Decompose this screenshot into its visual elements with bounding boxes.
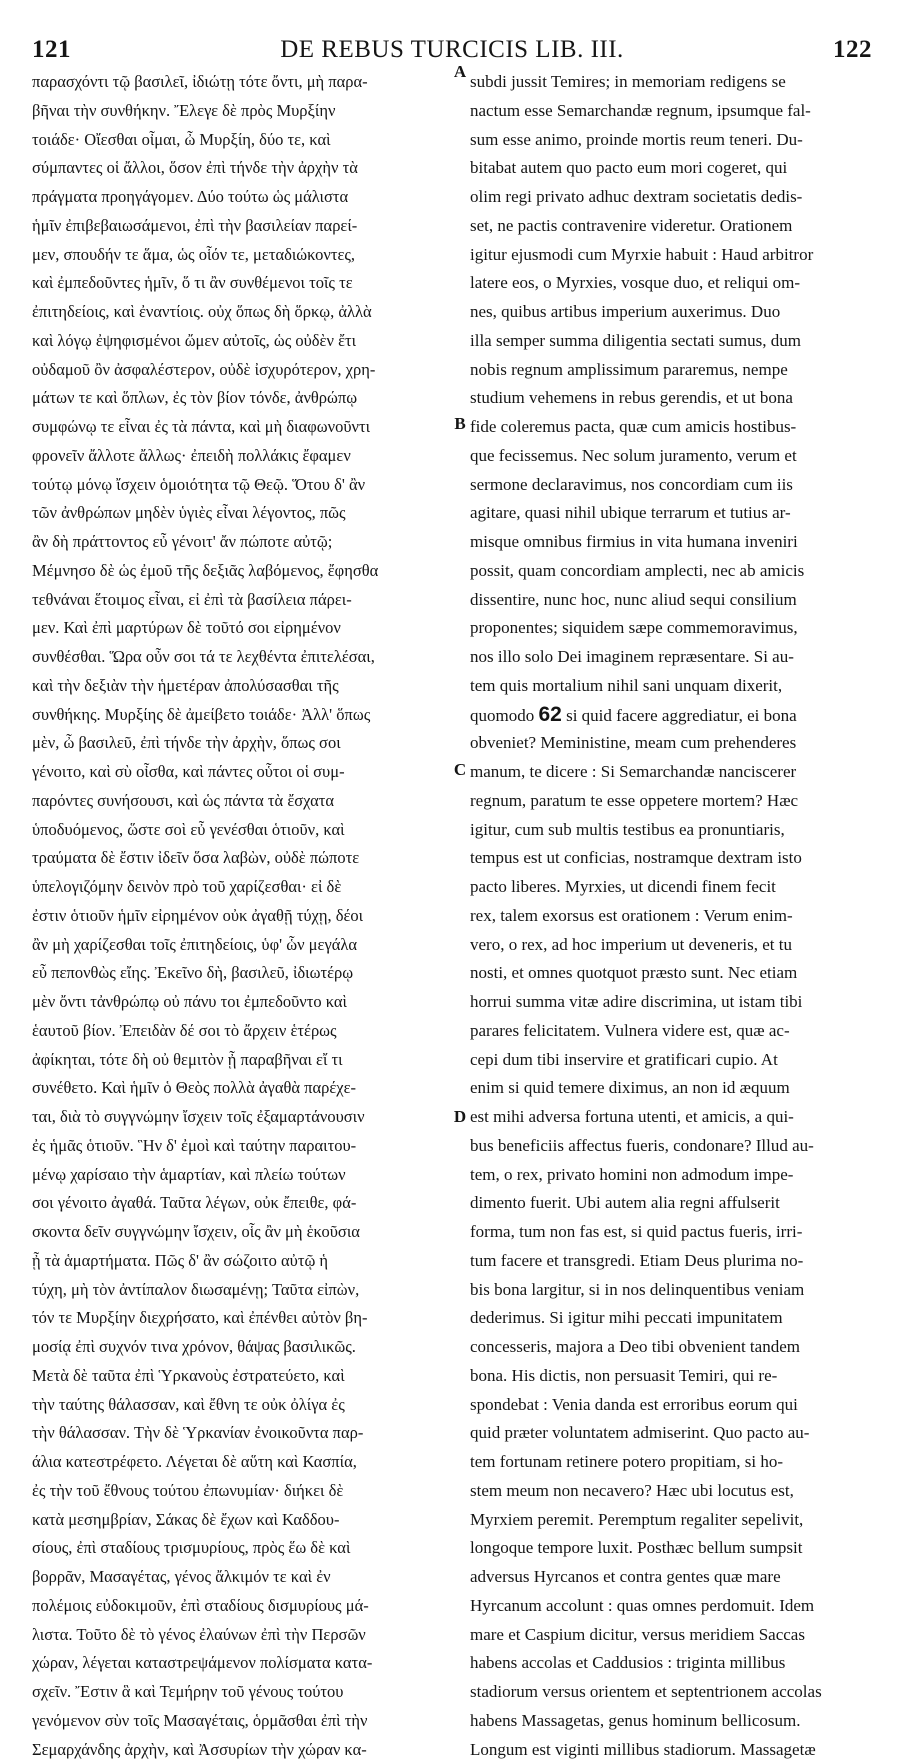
greek-line: οὐδαμοῦ ὂν ἀσφαλέστερον, οὐδὲ ἰσχυρότερον, χρη- <box>32 356 450 385</box>
latin-line: nosti, et omnes quotquot præsto sunt. Nec etiam <box>470 959 875 988</box>
latin-line: que fecissemus. Nec solum juramento, verum et <box>470 442 875 471</box>
greek-line: παρασχόντι τῷ βασιλεῖ, ἰδιώτῃ τότε ὄντι, μὴ παρα- <box>32 68 450 97</box>
latin-line: bitabat autem quo pacto eum mori cogeret, qui <box>470 154 875 183</box>
greek-line: τῶν ἀνθρώπων μηδὲν ὑγιὲς εἶναι λέγοντος, πῶς <box>32 499 450 528</box>
greek-line: καὶ τὴν δεξιὰν τὴν ἡμετέραν ἀπολύσασθαι τῆς <box>32 672 450 701</box>
latin-line: tum facere et transgredi. Etiam Deus plurima no- <box>470 1247 875 1276</box>
greek-line: τοιάδε· Οἴεσθαι οἶμαι, ὦ Μυρξίη, δύο τε, καὶ <box>32 126 450 155</box>
latin-line: habens Massagetas, genus hominum bellicosum. <box>470 1707 875 1736</box>
latin-line: fide coleremus pacta, quæ cum amicis hostibus- <box>470 413 875 442</box>
greek-line: βορρᾶν, Μασαγέτας, γένος ἄλκιμόν τε καὶ ἐν <box>32 1563 450 1592</box>
greek-line: σκοντα δεῖν συγγνώμην ἴσχειν, οἷς ἂν μὴ ἑκοῦσια <box>32 1218 450 1247</box>
greek-line: Μέμνησο δὲ ὡς ἐμοῦ τῆς δεξιᾶς λαβόμενος, ἔφησθα <box>32 557 450 586</box>
greek-line: εὖ πεπονθὼς εἴης. Ἐκεῖνο δὴ, βασιλεῦ, ἰδιωτέρῳ <box>32 959 450 988</box>
greek-line: ὑποδυόμενος, ὥστε σοὶ εὖ γενέσθαι ὁτιοῦν, καὶ <box>32 816 450 845</box>
latin-line: habens accolas et Caddusios : triginta millibus <box>470 1649 875 1678</box>
latin-line: tem quis mortalium nihil sani unquam dixerit, <box>470 672 875 701</box>
greek-line: ἐπιτηδείοις, καὶ ἐναντίοις. οὐχ ὅπως δὴ ὅρκῳ, ἀλλὰ <box>32 298 450 327</box>
greek-line: σύμπαντες οἱ ἄλλοι, ὅσον ἐπὶ τήνδε τὴν ἀρχὴν τὰ <box>32 154 450 183</box>
latin-line: misque omnibus firmius in vita humana inveniri <box>470 528 875 557</box>
latin-line: tem, o rex, privato homini non admodum impe- <box>470 1161 875 1190</box>
greek-line: συνθέσθαι. Ὥρα οὖν σοι τά τε λεχθέντα ἐπιτελέσαι, <box>32 643 450 672</box>
greek-line: μεν, σπουδήν τε ἅμα, ὡς οἷόν τε, μεταδιώκοντες, <box>32 241 450 270</box>
greek-line: ὑπελογιζόμην δεινὸν πρὸ τοῦ χαρίζεσθαι· εἰ δὲ <box>32 873 450 902</box>
latin-line: nobis regnum amplissimum pararemus, nempe <box>470 356 875 385</box>
latin-line: subdi jussit Temires; in memoriam redigens se <box>470 68 875 97</box>
latin-line: illa semper summa diligentia sectati sumus, dum <box>470 327 875 356</box>
latin-line: parares felicitatem. Vulnera videre est, quæ ac- <box>470 1017 875 1046</box>
greek-line: ἂν δὴ πράττοντος εὖ γένοιτ' ἄν πώποτε αὐτῷ; <box>32 528 450 557</box>
latin-line: tempus est ut conficias, nostramque dextram isto <box>470 844 875 873</box>
greek-line: ἡμῖν ἐπιβεβαιωσάμενοι, ἐπὶ τὴν βασιλείαν παρεί- <box>32 212 450 241</box>
greek-line: πράγματα προηγάγομεν. Δύο τούτω ὡς μάλιστα <box>32 183 450 212</box>
latin-line: olim regi privato adhuc dextram societatis dedis- <box>470 183 875 212</box>
latin-line: nactum esse Semarchandæ regnum, ipsumque fal- <box>470 97 875 126</box>
running-title: DE REBUS TURCICIS LIB. III. <box>32 36 872 64</box>
latin-line: Longum est viginti millibus stadiorum. Massagetæ <box>470 1736 875 1764</box>
latin-line: manum, te dicere : Si Semarchandæ nanciscerer <box>470 758 875 787</box>
greek-line: σοι γένοιτο ἀγαθά. Ταῦτα λέγων, οὐκ ἔπειθε, φά- <box>32 1189 450 1218</box>
latin-line: tem fortunam retinere potero propitiam, si ho- <box>470 1448 875 1477</box>
greek-text-column <box>32 68 450 1540</box>
greek-line: τύχη, μὴ τὸν ἀντίπαλον διωσαμένῃ; Ταῦτα εἰπὼν, <box>32 1276 450 1305</box>
latin-line: adversus Hyrcanos et contra gentes quæ mare <box>470 1563 875 1592</box>
margin-marker-c: C <box>451 760 469 780</box>
latin-line: sum esse animo, proinde mortis reum teneri. Du- <box>470 126 875 155</box>
greek-line: καὶ λόγῳ ἐψηφισμένοι ὤμεν αὐτοῖς, ὡς οὐδὲν ἔτι <box>32 327 450 356</box>
greek-line: τὴν θάλασσαν. Τὴν δὲ Ὑρκανίαν ἐνοικοῦντα παρ- <box>32 1419 450 1448</box>
latin-line <box>470 701 875 730</box>
greek-line: ᾖ τὰ ἁμαρτήματα. Πῶς δ' ἂν σώζοιτο αὐτῷ ἡ <box>32 1247 450 1276</box>
latin-line: igitur ejusmodi cum Myrxie habuit : Haud arbitror <box>470 241 875 270</box>
greek-line: πολέμοις εὐδοκιμοῦν, ἐπὶ σταδίους δισμυρίους μά- <box>32 1592 450 1621</box>
greek-line: μὲν, ὦ βασιλεῦ, ἐπὶ τήνδε τὴν ἀρχὴν, ὅπως σοι <box>32 729 450 758</box>
latin-line: Hyrcanum accolunt : quas omnes perdomuit. Idem <box>470 1592 875 1621</box>
latin-line: concesseris, majora a Deo tibi obvenient tandem <box>470 1333 875 1362</box>
latin-line: quid præter voluntatem admiserint. Quo pacto au- <box>470 1419 875 1448</box>
greek-line: τούτῳ μόνῳ ἴσχειν ὁμοιότητα τῷ Θεῷ. Ὅτου δ' ἂν <box>32 471 450 500</box>
latin-line: bis bona largitur, si in nos delinquentibus veniam <box>470 1276 875 1305</box>
latin-line: obveniet? Meministine, meam cum prehenderes <box>470 729 875 758</box>
latin-line: dissentire, nunc hoc, nunc aliud sequi consilium <box>470 586 875 615</box>
greek-line: φρονεῖν ἄλλοτε ἄλλως· ἐπειδὴ πολλάκις ἔφαμεν <box>32 442 450 471</box>
greek-line: γένοιτο, καὶ σὺ οἶσθα, καὶ πάντες οὗτοι οἱ συμ- <box>32 758 450 787</box>
latin-line: nos illo solo Dei imaginem repræsentare. Si au- <box>470 643 875 672</box>
greek-line: μοσίᾳ ἐπὶ συχνόν τινα χρόνον, θάψας βασιλικῶς. <box>32 1333 450 1362</box>
greek-line: τὴν ταύτης θάλασσαν, καὶ ἔθνη τε οὐκ ὀλίγα ἐς <box>32 1391 450 1420</box>
latin-line: bus beneficiis affectus fueris, condonare? Illud au- <box>470 1132 875 1161</box>
latin-line: vero, o rex, ad hoc imperium ut deveneris, et tu <box>470 931 875 960</box>
latin-line-part: quomodo <box>470 706 534 725</box>
latin-line: bona. His dictis, non persuasit Temiri, qui re- <box>470 1362 875 1391</box>
greek-line: βῆναι τὴν συνθήκην. Ἔλεγε δὲ πρὸς Μυρξίην <box>32 97 450 126</box>
greek-line: τόν τε Μυρξίην διεχρήσατο, καὶ ἐπένθει αὐτὸν βη- <box>32 1304 450 1333</box>
greek-line: ἂν μὴ χαρίζεσθαι τοῖς ἐπιτηδείοις, ὑφ' ὧν μεγάλα <box>32 931 450 960</box>
greek-line: σίους, ἐπὶ σταδίους τρισμυρίους, πρὸς ἕω δὲ καὶ <box>32 1534 450 1563</box>
latin-line: dederimus. Si igitur mihi peccati impunitatem <box>470 1304 875 1333</box>
greek-line: σχεῖν. Ἔστιν ἃ καὶ Τεμήρην τοῦ γένους τούτου <box>32 1678 450 1707</box>
greek-line: κατὰ μεσημβρίαν, Σάκας δὲ ἔχων καὶ Καδδου- <box>32 1506 450 1535</box>
greek-line: ται, διὰ τὸ συγγνώμην ἴσχειν τοῖς ἐξαμαρτάνουσιν <box>32 1103 450 1132</box>
greek-line: χώραν, λέγεται καταστρεψάμενον πολίσματα κατα- <box>32 1649 450 1678</box>
latin-line: cepi dum tibi inservire et gratificari cupio. At <box>470 1046 875 1075</box>
greek-line: μεν. Καὶ ἐπὶ μαρτύρων δὲ τοῦτό σοι εἰρημένον <box>32 614 450 643</box>
latin-text-column <box>470 68 875 1540</box>
page-number-right: 122 <box>833 36 872 64</box>
margin-marker-a: A <box>451 62 469 82</box>
greek-line: λιστα. Τοῦτο δὲ τὸ γένος ἐλαύνων ἐπὶ τὴν Περσῶν <box>32 1621 450 1650</box>
greek-line: καὶ ἐμπεδοῦντες ἡμῖν, ὅ τι ἂν συνθέμενοι τοῖς τε <box>32 269 450 298</box>
latin-line: latere eos, o Myrxies, vosque duo, et reliqui om- <box>470 269 875 298</box>
latin-line: agitare, quasi nihil ubique terrarum et tutius ar- <box>470 499 875 528</box>
greek-line: παρόντες συνήσουσι, καὶ ὡς πάντα τὰ ἔσχατα <box>32 787 450 816</box>
greek-line: μὲν ὄντι τἀνθρώπῳ οὐ πάνυ τοι ἐμπεδοῦντο καὶ <box>32 988 450 1017</box>
margin-marker-b: B <box>451 414 469 434</box>
greek-line: ἐστιν ὁτιοῦν ἡμῖν εἰρημένον οὐκ ἀγαθῇ τύχῃ, δέοι <box>32 902 450 931</box>
greek-line: άλια κατεστρέφετο. Λέγεται δὲ αὕτη καὶ Κασπία, <box>32 1448 450 1477</box>
greek-line: συνέθετο. Καὶ ἡμῖν ὁ Θεὸς πολλὰ ἀγαθὰ παρέχε- <box>32 1074 450 1103</box>
latin-line: rex, talem exorsus est orationem : Verum enim- <box>470 902 875 931</box>
greek-line: Σεμαρχάνδης ἀρχὴν, καὶ Ἀσσυρίων τὴν χώραν κα- <box>32 1736 450 1764</box>
latin-line: set, ne pactis contravenire videretur. Orationem <box>470 212 875 241</box>
latin-line: stadiorum versus orientem et septentrionem accolas <box>470 1678 875 1707</box>
page-number-left: 121 <box>32 36 71 64</box>
greek-line: ἑαυτοῦ βίον. Ἐπειδὰν δέ σοι τὸ ἄρχειν ἑτέρως <box>32 1017 450 1046</box>
latin-line: Myrxiem peremit. Peremptum regaliter sepelivit, <box>470 1506 875 1535</box>
latin-line: sermone declaravimus, nos concordiam cum iis <box>470 471 875 500</box>
greek-line: ἐς τὴν τοῦ ἔθνους τούτου ἐπωνυμίαν· διήκει δὲ <box>32 1477 450 1506</box>
latin-line: stem meum non necavero? Hæc ubi locutus est, <box>470 1477 875 1506</box>
greek-line: τραύματα δὲ ἔστιν ἰδεῖν ὅσα λαβὼν, οὐδὲ πώποτε <box>32 844 450 873</box>
greek-line: τεθνάναι ἕτοιμος εἶναι, εἰ ἐπὶ τὰ βασίλεια πάρει- <box>32 586 450 615</box>
latin-line: horrui summa vitæ adire discrimina, ut istam tibi <box>470 988 875 1017</box>
latin-line: mare et Caspium dicitur, versus meridiem Saccas <box>470 1621 875 1650</box>
greek-line: συνθήκης. Μυρξίης δὲ ἀμείβετο τοιάδε· Ἀλλ' ὅπως <box>32 701 450 730</box>
greek-line: ἀφίκηται, τότε δὴ οὐ θεμιτὸν ᾖ παραβῆναι εἴ τι <box>32 1046 450 1075</box>
latin-line: spondebat : Venia danda est erroribus eorum qui <box>470 1391 875 1420</box>
latin-line: est mihi adversa fortuna utenti, et amicis, a qui- <box>470 1103 875 1132</box>
latin-line: dimento fuerit. Ubi autem alia regni affulserit <box>470 1189 875 1218</box>
greek-line: μάτων τε καὶ ὅπλων, ἐς τὸν βίον τόνδε, ἀνθρώπῳ <box>32 384 450 413</box>
inline-page-number: 62 <box>538 703 561 726</box>
latin-line: regnum, paratum te esse oppetere mortem? Hæc <box>470 787 875 816</box>
latin-line: nes, quibus artibus imperium auxerimus. Duo <box>470 298 875 327</box>
latin-line: possit, quam concordiam amplecti, nec ab amicis <box>470 557 875 586</box>
latin-line: proponentes; siquidem sæpe commemoravimus, <box>470 614 875 643</box>
greek-line: γενόμενον σὺν τοῖς Μασαγέταις, ὁρμᾶσθαι ἐπὶ τὴν <box>32 1707 450 1736</box>
greek-line: μένῳ χαρίσαιο τὴν ἁμαρτίαν, καὶ πλείω τούτων <box>32 1161 450 1190</box>
margin-marker-d: D <box>451 1107 469 1127</box>
latin-line-part: si quid facere aggrediatur, ei bona <box>566 706 797 725</box>
greek-line: ἐς ἡμᾶς ὁτιοῦν. Ἣν δ' ἐμοὶ καὶ ταύτην παραιτου- <box>32 1132 450 1161</box>
latin-line: studium vehemens in rebus gerendis, et ut bona <box>470 384 875 413</box>
page-header <box>32 36 872 64</box>
latin-line: pacto liberes. Myrxies, ut dicendi finem fecit <box>470 873 875 902</box>
latin-line: longoque tempore luxit. Posthæc bellum sumpsit <box>470 1534 875 1563</box>
latin-line: enim si quid temere diximus, an non id æquum <box>470 1074 875 1103</box>
greek-line: Μετὰ δὲ ταῦτα ἐπὶ Ὑρκανοὺς ἐστρατεύετο, καὶ <box>32 1362 450 1391</box>
latin-line: forma, tum non fas est, si quid pactus fueris, irri- <box>470 1218 875 1247</box>
greek-line: συμφώνῳ τε εἶναι ἐς τὰ πάντα, καὶ μὴ διαφωνοῦντι <box>32 413 450 442</box>
latin-line: igitur, cum sub multis testibus ea pronuntiaris, <box>470 816 875 845</box>
